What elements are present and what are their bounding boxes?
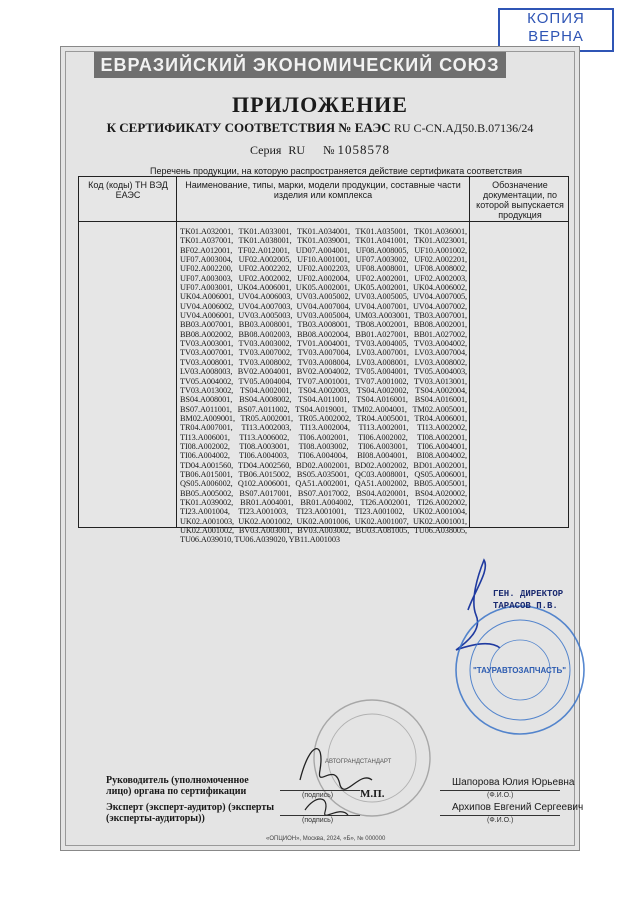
series-no-value: 1058578 bbox=[337, 142, 391, 157]
printer-footer: «ОПЦИОН», Москва, 2024, «Б», № 000000 bbox=[266, 836, 386, 842]
expert-name: Архипов Евгений Сергеевич bbox=[452, 802, 584, 813]
body-seal-name: АВТОГРАНДСТАНДАРТ bbox=[325, 759, 392, 765]
head-name-line bbox=[440, 790, 560, 791]
table-column-divider bbox=[176, 177, 177, 527]
expert-label: Эксперт (эксперт-аудитор) (эксперты (эксперты-аудиторы)) bbox=[106, 802, 275, 824]
header-name: Наименование, типы, марки, модели продукции, составные части изделия или комплекса bbox=[185, 180, 461, 200]
head-label: Руководитель (уполномоченное лицо) органа по сертификации bbox=[106, 775, 249, 797]
head-name: Шапорова Юлия Юрьевна bbox=[452, 777, 575, 788]
list-caption: Перечень продукции, на которую распространяется действие сертификата соответствия bbox=[150, 166, 522, 176]
series-value: RU bbox=[288, 143, 306, 157]
head-fio-caption: (Ф.И.О.) bbox=[487, 792, 514, 799]
table-column-divider bbox=[469, 177, 470, 527]
expert-name-line bbox=[440, 815, 560, 816]
eaeu-banner: ЕВРАЗИЙСКИЙ ЭКОНОМИЧЕСКИЙ СОЮЗ bbox=[94, 52, 506, 78]
product-models-list: TK01.A032001, TK01.A033001, TK01.A034001, TK01.A035001, TK01.A036001, TK01.A037001, TK01.A038001, TK01.A039001, TK01.A041001, TK01.A023001, BF02.A012001, TF02.A012001, UD07.A004001, UF08.A008005, UF10.A001002, UF07.A003004, UF02.A002005, UF10.A001001, UF07.A003002, UF02.A002201, UF02.A002200, UF02.A002202, UF02.A002203, UF08.A008001, UF08.A008002, UF07.A003003, UF02.A002002, UF02.A002004, UF02.A002001, UF02.A002003, UF07.A003001, UK04.A006001, UK05.A002001, UK05.A002001, UK04.A006002, UK04.A006001, UV04.A006003, UV03.A005002, UV03.A005005, UV04.A007005, UV04.A006002, UV04.A007003, UV04.A007004, UV04.A007001, UV04.A007002, UV04.A006001, UV03.A005003, UV03.A005004, UM03.A003001, TB03.A007001, BB03.A007001, BB03.A008001, TB03.A008001, TB08.A002001, BB08.A002001, BB08.A002002, BB08.A002003, BB08.A002004, BB01.A027001, BB01.A027002, TV03.A003001, TV03.A003002, TV01.A004001, TV03.A004005, TV03.A004002, TV03.A007001, TV03.A007002, TV03.A007004, LV03.A007001, LV03.A007004, TV03.A008001, TV03.A008002, TV03.A008004, LV03.A008001, LV03.A008002, LV03.A008003, BV02.A004001, BV02.A004002, TV05.A004001, TV05.A004003, TV05.A004002, TV05.A004004, TV07.A001001, TV07.A001002, TV03.A013001, TV03.A013002, TS04.A002001, TS04.A002003, TS04.A002002, TS04.A002004, BS04.A008001, BS04.A008002, TS04.A011001, TS04.A016001, BS04.A016001, BS07.A011001, BS07.A011002, TS04.A019001, TM02.A004001, TM02.A005001, BM02.A009001, TR05.A002001, TR05.A002002, TR04.A005001, TR04.A006001, TR04.A007001, TI13.A002003, TI13.A002004, TI13.A002001, TI13.A002002, TI13.A006001, TI13.A006002, TI06.A002001, TI06.A002002, TI08.A002001, TI08.A002002, TI08.A003001, TI08.A003002, TI06.A003001, TI06.A004001, TI06.A004002, TI06.A004003, TI06.A004004, BI08.A004001, BI08.A004002, TD04.A001560, TD04.A002560, BD02.A002001, BD02.A002002, BD01.A002001, TB06.A015001, TB06.A015002, BS05.A035001, QC03.A008001, QS05.A006001, QS05.A006002, Q102.A006001, QA51.A002001, QA51.A002002, BB05.A005001, BB05.A005002, BS07.A017001, BS07.A017002, BS04.A020001, BS04.A020002, TK01.A039002, BR01.A004001, BR01.A004002, TI26.A002001, TI26.A002002, TI23.A001004, TI23.A001003, TI23.A001001, TI23.A001002, UK02.A001004, UK02.A001003, UK02.A001002, UK02.A001006, UK02.A001007, UK02.A001001, UK02.A001002, BV03.A003001, BV03.A003002, BU03.A081005, TU06.A038005, TU06.A039010, TU06.A039020, YB11.A001003 bbox=[180, 227, 467, 545]
certificate-reference bbox=[60, 120, 580, 136]
certificate-number: RU С-CN.АД50.В.07136/24 bbox=[393, 121, 534, 135]
head-sign-line bbox=[280, 790, 360, 791]
director-name: ТАРАСОВ П.В. bbox=[493, 601, 558, 611]
expert-fio-caption: (Ф.И.О.) bbox=[487, 817, 514, 824]
header-docs: Обозначение документации, по которой выпускается продукция bbox=[476, 180, 564, 220]
director-title: ГЕН. ДИРЕКТОР bbox=[493, 589, 564, 599]
copy-stamp-line2: ВЕРНА bbox=[528, 28, 584, 45]
company-seal-name: "ТАУРАВТОЗАПЧАСТЬ" bbox=[473, 666, 567, 675]
table-header-divider bbox=[79, 221, 568, 222]
header-code: Код (коды) ТН ВЭД ЕАЭС bbox=[88, 180, 168, 200]
series-label: Серия bbox=[249, 143, 282, 157]
copy-stamp-line1: КОПИЯ bbox=[527, 10, 585, 27]
head-sign-caption: (подпись) bbox=[302, 792, 334, 799]
certificate-prefix: К СЕРТИФИКАТУ СООТВЕТСТВИЯ № ЕАЭС bbox=[106, 120, 391, 135]
mp-label: М.П. bbox=[360, 788, 385, 800]
page-title: ПРИЛОЖЕНИЕ bbox=[232, 92, 408, 117]
series-no-label: № bbox=[323, 143, 335, 157]
series-line bbox=[60, 142, 580, 158]
products-table bbox=[78, 176, 569, 545]
expert-sign-caption: (подпись) bbox=[302, 817, 334, 824]
director-block bbox=[493, 588, 563, 612]
expert-sign-line bbox=[280, 815, 360, 816]
